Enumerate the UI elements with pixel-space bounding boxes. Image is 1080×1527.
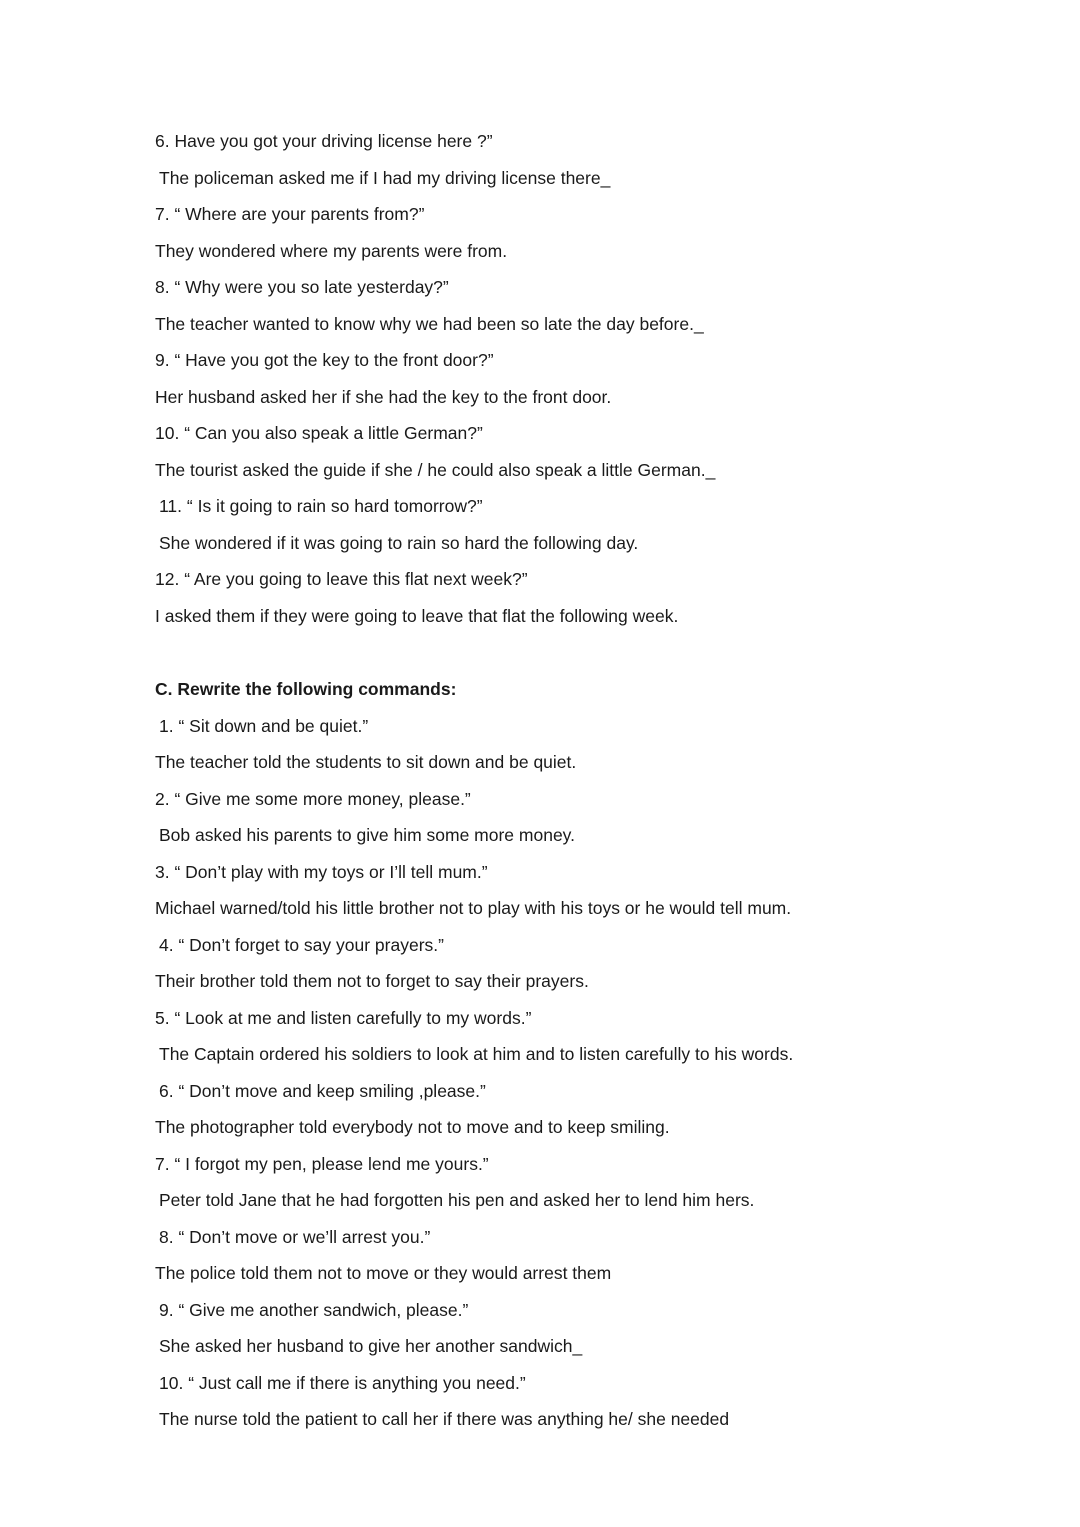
answer-b-6: The policeman asked me if I had my driving license there_ <box>159 168 611 188</box>
question-b-8: 8. “ Why were you so late yesterday?” <box>155 277 449 297</box>
answer-b-10: The tourist asked the guide if she / he could also speak a little German._ <box>155 460 716 480</box>
question-c-10: 10. “ Just call me if there is anything you need.” <box>159 1373 526 1393</box>
answer-c-3: Michael warned/told his little brother not to play with his toys or he would tell mum. <box>155 898 792 918</box>
answer-c-8: The police told them not to move or they would arrest them <box>155 1263 612 1283</box>
question-b-12: 12. “ Are you going to leave this flat next week?” <box>155 569 528 589</box>
answer-b-12: I asked them if they were going to leave that flat the following week. <box>155 606 679 626</box>
question-c-8: 8. “ Don’t move or we’ll arrest you.” <box>159 1227 431 1247</box>
answer-c-5: The Captain ordered his soldiers to look at him and to listen carefully to his words. <box>159 1044 794 1064</box>
question-c-4: 4. “ Don’t forget to say your prayers.” <box>159 935 444 955</box>
answer-c-7: Peter told Jane that he had forgotten his pen and asked her to lend him hers. <box>159 1190 755 1210</box>
answer-b-7: They wondered where my parents were from. <box>155 241 508 261</box>
answer-b-8: The teacher wanted to know why we had been so late the day before._ <box>155 314 704 334</box>
answer-c-10: The nurse told the patient to call her if there was anything he/ she needed <box>159 1409 730 1429</box>
answer-c-9: She asked her husband to give her another sandwich_ <box>159 1336 583 1356</box>
question-c-1: 1. “ Sit down and be quiet.” <box>159 716 369 736</box>
question-c-6: 6. “ Don’t move and keep smiling ,please.” <box>159 1081 486 1101</box>
question-c-5: 5. “ Look at me and listen carefully to my words.” <box>155 1008 532 1028</box>
answer-c-2: Bob asked his parents to give him some more money. <box>159 825 575 845</box>
question-b-9: 9. “ Have you got the key to the front door?” <box>155 350 494 370</box>
section-c-heading: C. Rewrite the following commands: <box>155 679 457 699</box>
answer-c-1: The teacher told the students to sit down and be quiet. <box>155 752 577 772</box>
answer-b-11: She wondered if it was going to rain so hard the following day. <box>159 533 639 553</box>
question-c-7: 7. “ I forgot my pen, please lend me yours.” <box>155 1154 489 1174</box>
question-b-11: 11. “ Is it going to rain so hard tomorrow?” <box>159 496 483 516</box>
question-c-3: 3. “ Don’t play with my toys or I’ll tell mum.” <box>155 862 488 882</box>
question-b-7: 7. “ Where are your parents from?” <box>155 204 425 224</box>
question-b-10: 10. “ Can you also speak a little German?” <box>155 423 483 443</box>
answer-c-4: Their brother told them not to forget to say their prayers. <box>155 971 589 991</box>
question-c-9: 9. “ Give me another sandwich, please.” <box>159 1300 469 1320</box>
answer-c-6: The photographer told everybody not to move and to keep smiling. <box>155 1117 670 1137</box>
question-b-6: 6. Have you got your driving license here ?” <box>155 131 493 151</box>
question-c-2: 2. “ Give me some more money, please.” <box>155 789 471 809</box>
answer-b-9: Her husband asked her if she had the key to the front door. <box>155 387 612 407</box>
